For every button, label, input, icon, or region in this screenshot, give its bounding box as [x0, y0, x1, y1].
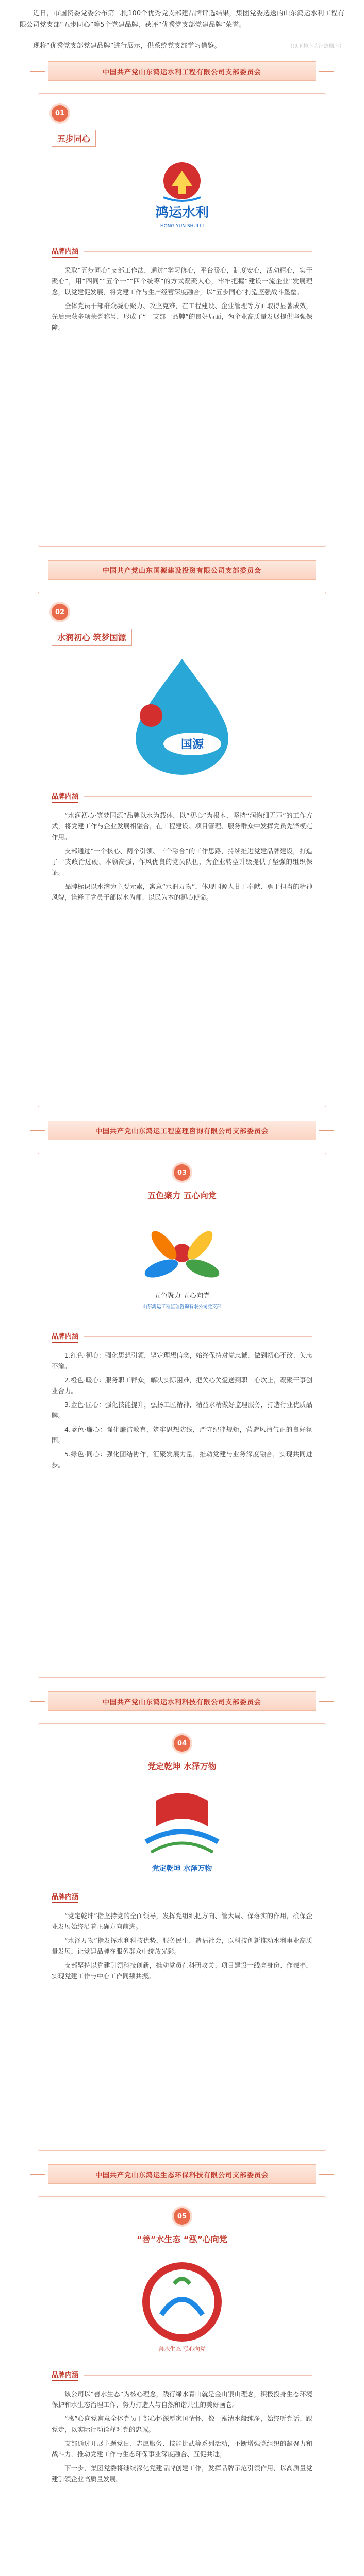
- divider-label: 品牌内涵: [52, 2369, 78, 2381]
- content-paragraph: 3.金色·匠心：强化技能提升，弘扬工匠精神，精益求精做好监理服务，打造行业优质品牌。: [52, 1401, 312, 1419]
- banner-text: 中国共产党山东鸿运水利工程有限公司支部委员会: [102, 68, 261, 76]
- divider-label: 品牌内涵: [52, 246, 78, 258]
- logo-text: 五色聚力 五心向党: [154, 1292, 210, 1300]
- brand-slogan: 五色聚力 五心向党: [147, 1191, 217, 1200]
- brand-card: [38, 1153, 326, 1678]
- brand-content: [52, 265, 312, 333]
- logo-text: 国源: [180, 738, 204, 751]
- content-paragraph: “泓”心向党寓意全体党员干部心怀深厚家国情怀，像一泓清水般纯净，始终听党话、跟党走，以实际行动诠释对党的忠诚。: [52, 2415, 312, 2433]
- section-divider: [52, 791, 312, 803]
- content-paragraph: 支部坚持以党建引领科技创新，推动党员在科研攻关、项目建设一线亮身份、作表率，实现党建工作与中心工作同频共振。: [52, 1961, 312, 1980]
- brand-card: [38, 1723, 326, 2151]
- brand-logo: [52, 2253, 312, 2356]
- content-paragraph: 该公司以“善水生态”为核心理念，践行绿水青山就是金山银山理念，积极投身生态环境保护和水生态治理工作，努力打造人与自然和谐共生的美好画卷。: [52, 2390, 312, 2409]
- content-paragraph: 1.红色·初心：强化思想引领，坚定理想信念，始终保持对党忠诚，做到初心不改、矢志不渝。: [52, 1351, 312, 1370]
- section-number-badge: 02: [52, 604, 68, 620]
- content-paragraph: 下一步，集团党委将继续深化党建品牌创建工作，发挥品牌示范引领作用，以高质量党建引领企业高质量发展。: [52, 2464, 312, 2483]
- content-paragraph: 支部通过“一个核心、两个引领、三个融合”的工作思路，持续推进党建品牌建设，打造了一支政治过硬、本领高强、作风优良的党员队伍，为企业转型升级提供了坚强的组织保证。: [52, 847, 312, 876]
- section-divider: [52, 2369, 312, 2381]
- brand-slogan: [52, 629, 312, 646]
- content-paragraph: “党定乾坤”指坚持党的全面领导，发挥党组织把方向、管大局、保落实的作用，确保企业发展始终沿着正确方向前进。: [52, 1912, 312, 1930]
- intro-paragraph: 近日，市国资委党委公布第二批100个优秀党支部建品牌评选结果，集团党委选送的山东鸿运水利工程有限公司党支部“五步同心”等5个党建品牌，获评“优秀党支部党建品牌”荣誉。: [20, 10, 344, 29]
- brand-card: [38, 93, 326, 547]
- eco-ring-emblem-icon: [125, 2253, 239, 2356]
- flag-wave-emblem-icon: [125, 1780, 239, 1878]
- divider-label: 品牌内涵: [52, 791, 78, 803]
- section-divider: [52, 246, 312, 258]
- banner-text: 中国共产党山东鸿运工程监理咨询有限公司支部委员会: [95, 1127, 269, 1136]
- brand-slogan: 党定乾坤 水泽万物: [147, 1761, 217, 1771]
- logo-text: 鸿运水利: [155, 205, 209, 221]
- party-emblem-icon: [130, 155, 234, 232]
- section-number-badge: 03: [174, 1164, 190, 1181]
- content-paragraph: “水润初心·筑梦国源”品牌以水为载体，以“初心”为根本，坚持“润物细无声”的工作方式，将党建工作与企业发展相融合，在工程建设、项目管理、服务群众中发挥党员先锋模范作用。: [52, 811, 312, 841]
- logo-text: 党定乾坤 水泽万物: [152, 1865, 212, 1873]
- slogan-text: 水润初心 筑梦国源: [52, 629, 132, 646]
- brand-logo: [52, 155, 312, 232]
- logo-text: 善水生态 泓心向党: [158, 2346, 206, 2352]
- content-paragraph: 5.绿色·同心：强化团结协作，汇聚发展力量，推动党建与业务深度融合，实现共同进步。: [52, 1450, 312, 1469]
- brand-logo: [52, 1780, 312, 1878]
- content-paragraph: “水泽万物”指发挥水利科技优势，服务民生、造福社会，以科技创新推动水利事业高质量发展，让党建品牌在服务群众中绽放光彩。: [52, 1937, 312, 1955]
- divider-label: 品牌内涵: [52, 1891, 78, 1903]
- banner-text: 中国共产党山东鸿运生态环保科技有限公司支部委员会: [95, 2171, 269, 2179]
- intro-lead-row: [20, 40, 344, 50]
- brand-section-5: [20, 2164, 344, 2576]
- banner-text: 中国共产党山东国源建设投资有限公司支部委员会: [102, 567, 261, 575]
- content-paragraph: 2.橙色·暖心：服务职工群众，解决实际困难，把关心关爱送到职工心坎上，凝聚干事创业合力。: [52, 1376, 312, 1395]
- divider-label: 品牌内涵: [52, 1331, 78, 1343]
- section-banner: [48, 1121, 316, 1140]
- brand-content: [52, 810, 312, 903]
- content-paragraph: 全体党员干部群众凝心聚力、攻坚克难，在工程建设、企业管理等方面取得显著成效，先后荣获多项荣誉称号，形成了“一支部一品牌”的良好局面，为企业高质量发展提供坚强保障。: [52, 302, 312, 331]
- section-divider: [52, 1891, 312, 1903]
- brand-section-3: [20, 1121, 344, 1678]
- content-paragraph: 采取“五步同心”支部工作法，通过“学习修心，平台暖心，制度安心，活动精心，实干聚心”，用“四同”“五个一”“四个统筹”的方式凝聚人心，牢牢把握“建设一流企业”发展理念，以党建促发展，将党建工作与生产经营深度融合，以“五步同心”打造坚强战斗堡垒。: [52, 266, 312, 296]
- brand-section-4: [20, 1691, 344, 2151]
- intro-lead: 现将“优秀党支部党建品牌”进行展示，供系统党支部学习借鉴。: [33, 42, 221, 50]
- slogan-text: 五步同心: [52, 130, 96, 147]
- brand-content: [52, 1910, 312, 1981]
- brand-section-2: [20, 560, 344, 1107]
- section-number-badge: 01: [52, 105, 68, 122]
- logo-subtext: 山东鸿运工程监理咨询有限公司党支部: [142, 1304, 222, 1310]
- brand-logo: [52, 654, 312, 777]
- content-paragraph: 支部通过开展主题党日、志愿服务、技能比武等系列活动，不断增强党组织的凝聚力和战斗力，推动党建工作与生态环保事业深度融合、互促共进。: [52, 2439, 312, 2458]
- content-paragraph: 品牌标识以水滴为主要元素，寓意“水润万物”，体现国源人甘于奉献、勇于担当的精神风貌，诠释了党员干部以水为师、以民为本的初心使命。: [52, 883, 312, 901]
- brand-card: [38, 592, 326, 1107]
- section-banner: [48, 1691, 316, 1711]
- brand-slogan: [52, 130, 312, 147]
- section-number-badge: 04: [174, 1735, 190, 1752]
- intro-hint: （以下排序为评选顺序）: [288, 44, 344, 49]
- logo-subtext: HONG YUN SHUI LI: [160, 224, 204, 229]
- banner-text: 中国共产党山东鸿运水利科技有限公司支部委员会: [102, 1698, 261, 1706]
- water-drop-emblem-icon: [115, 654, 249, 777]
- section-divider: [52, 1331, 312, 1343]
- section-banner: [48, 61, 316, 81]
- section-banner: [48, 560, 316, 580]
- brand-logo: [52, 1209, 312, 1317]
- intro: [20, 0, 344, 50]
- section-number-badge: 05: [174, 2208, 190, 2225]
- brand-content: [52, 1350, 312, 1470]
- section-banner: [48, 2164, 316, 2184]
- content-paragraph: 4.蓝色·廉心：强化廉洁教育，筑牢思想防线，严守纪律规矩，营造风清气正的良好氛围。: [52, 1426, 312, 1444]
- five-color-emblem-icon: [120, 1209, 244, 1317]
- brand-content: [52, 2388, 312, 2484]
- brand-slogan: “善”水生态 “泓”心向党: [137, 2234, 227, 2244]
- brand-section-1: [20, 61, 344, 547]
- brand-card: [38, 2196, 326, 2576]
